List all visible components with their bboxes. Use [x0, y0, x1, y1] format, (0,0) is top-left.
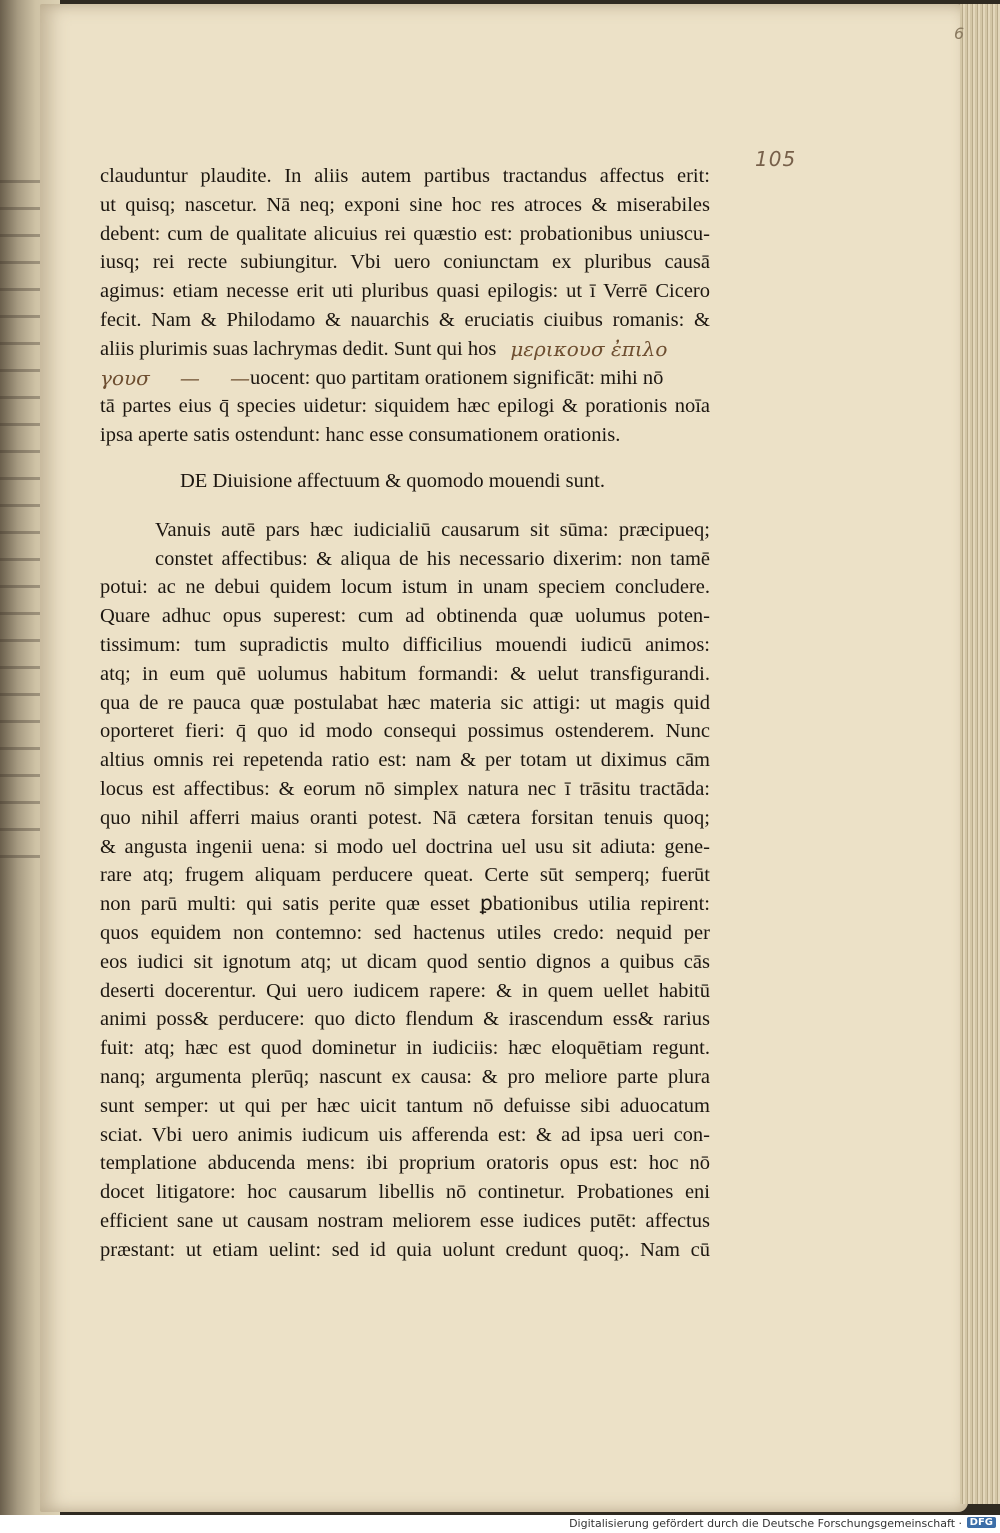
folio-number: 6 — [954, 24, 965, 43]
text-line: eos iudici sit ignotum atq; ut dicam quod sentio dignos a quibus cās — [100, 950, 710, 973]
text-line: rare atq; frugem aliquam perducere queat. Certe sūt semperq; fuerūt — [100, 864, 710, 887]
text-line: potui: ac ne debui quidem locum istum in unam speciem concludere. — [100, 576, 710, 599]
text-line: templatione abducenda mens: ibi proprium oratoris opus est: hoc nō — [100, 1152, 710, 1175]
body-paragraph — [100, 573, 710, 1264]
text-line: & angusta ingenii uena: si modo uel doctrina uel usu sit adiuta: gene- — [100, 835, 710, 858]
page-edges — [960, 4, 1000, 1504]
digitization-footer — [0, 1515, 1000, 1533]
text-line: non parū multi: qui satis perite quæ esset ꝑbationibus utilia repirent: — [100, 893, 710, 916]
main-text-block — [100, 162, 710, 1264]
text-line: quo nihil afferri maius oranti potest. Nā cætera forsitan tenuis quoq; — [100, 806, 710, 829]
text-line: nanq; argumenta plerūq; nascunt ex causa: & pro meliore parte plura — [100, 1065, 710, 1088]
text-line: animi poss& perducere: quo dicto flendum & irascendum ess& rarius — [100, 1008, 710, 1031]
text-line: Quare adhuc opus superest: cum ad obtinenda quæ uolumus poten- — [100, 605, 710, 628]
section-heading: DE Diuisione affectuum & quomodo mouendi sunt. — [180, 469, 605, 492]
text-line: fuit: atq; hæc est quod dominetur in iudiciis: hæc eloquētiam regunt. — [100, 1037, 710, 1060]
handwritten-greek: μερικουσ ἐπιλο — [510, 336, 668, 361]
text-line: debent: cum de qualitate alicuius rei quæstio est: probationibus uniuscu- — [100, 222, 710, 245]
dfg-logo: DFG — [967, 1517, 996, 1528]
text-line: constet affectibus: & aliqua de his necessario dixerim: non tamē — [155, 547, 710, 570]
bleed-through-text — [0, 180, 45, 860]
printed-text: uocent: quo partitam orationem significāt: mihi nō — [250, 366, 664, 389]
text-line: docet litigatore: hoc causarum libellis nō continetur. Probationes eni — [100, 1181, 710, 1204]
text-line: qua de re pauca quæ postulabat hæc materia sic attigi: ut magis quid — [100, 691, 710, 714]
text-line-with-greek — [100, 335, 710, 364]
text-line: præstant: ut etiam uelint: sed id quia uolunt credunt quoq;. Nam cū — [100, 1238, 710, 1261]
text-line: efficient sane ut causam nostram meliorem esse iudices putēt: affectus — [100, 1209, 710, 1232]
text-line: atq; in eum quē uolumus habitum formandi: & uelut transfigurandi. — [100, 662, 710, 685]
text-line: oporteret fieri: q̄ quo id modo consequi possimus ostenderem. Nunc — [100, 720, 710, 743]
text-line: agimus: etiam necesse erit uti pluribus quasi epilogis: ut ī Verrē Cicero — [100, 280, 710, 303]
text-line: ipsa aperte satis ostendunt: hanc esse consumationem orationis. — [100, 424, 621, 447]
text-line: tā partes eius q̄ species uidetur: siquidem hæc epilogi & porationis noīa — [100, 395, 710, 418]
text-line: Vanuis autē pars hæc iudicialiū causarum sit sūma: præcipueq; — [155, 518, 710, 541]
text-line: altius omnis rei repetenda ratio est: nam & per totam ut diximus cām — [100, 749, 710, 772]
handwritten-greek: γουσ — — — [100, 365, 250, 390]
text-line: sunt semper: ut qui per hæc uicit tantum nō defuisse sibi aduocatum — [100, 1094, 710, 1117]
text-line: iusq; rei recte subiungitur. Vbi uero coniunctam ex pluribus causā — [100, 251, 710, 274]
text-line: deserti docerentur. Qui uero iudicem rapere: & in quem uellet habitū — [100, 979, 710, 1002]
text-line: locus est affectibus: & eorum nō simplex natura nec ī trāsitu tractāda: — [100, 777, 710, 800]
printed-text: aliis plurimis suas lachrymas dedit. Sunt qui hos — [100, 337, 497, 360]
text-line: quos equidem non contemno: sed hactenus utiles credo: nequid per — [100, 921, 710, 944]
text-line: tissimum: tum supradictis multo difficilius mouendi iudicū animos: — [100, 633, 710, 656]
text-line: ut quisq; nascetur. Nā neq; exponi sine hoc res atroces & miserabiles — [100, 193, 710, 216]
text-line-with-greek — [100, 364, 710, 393]
text-line: clauduntur plaudite. In aliis autem partibus tractandus affectus erit: — [100, 165, 710, 187]
footer-credit: Digitalisierung gefördert durch die Deutsche Forschungsgemeinschaft · — [569, 1517, 962, 1530]
handwritten-page-number: 105 — [755, 147, 797, 171]
text-line: fecit. Nam & Philodamo & nauarchis & eruciatis ciuibus romanis: & — [100, 308, 710, 331]
text-line: sciat. Vbi uero animis iudicum uis afferenda est: & ad ipsa ueri con- — [100, 1123, 710, 1146]
